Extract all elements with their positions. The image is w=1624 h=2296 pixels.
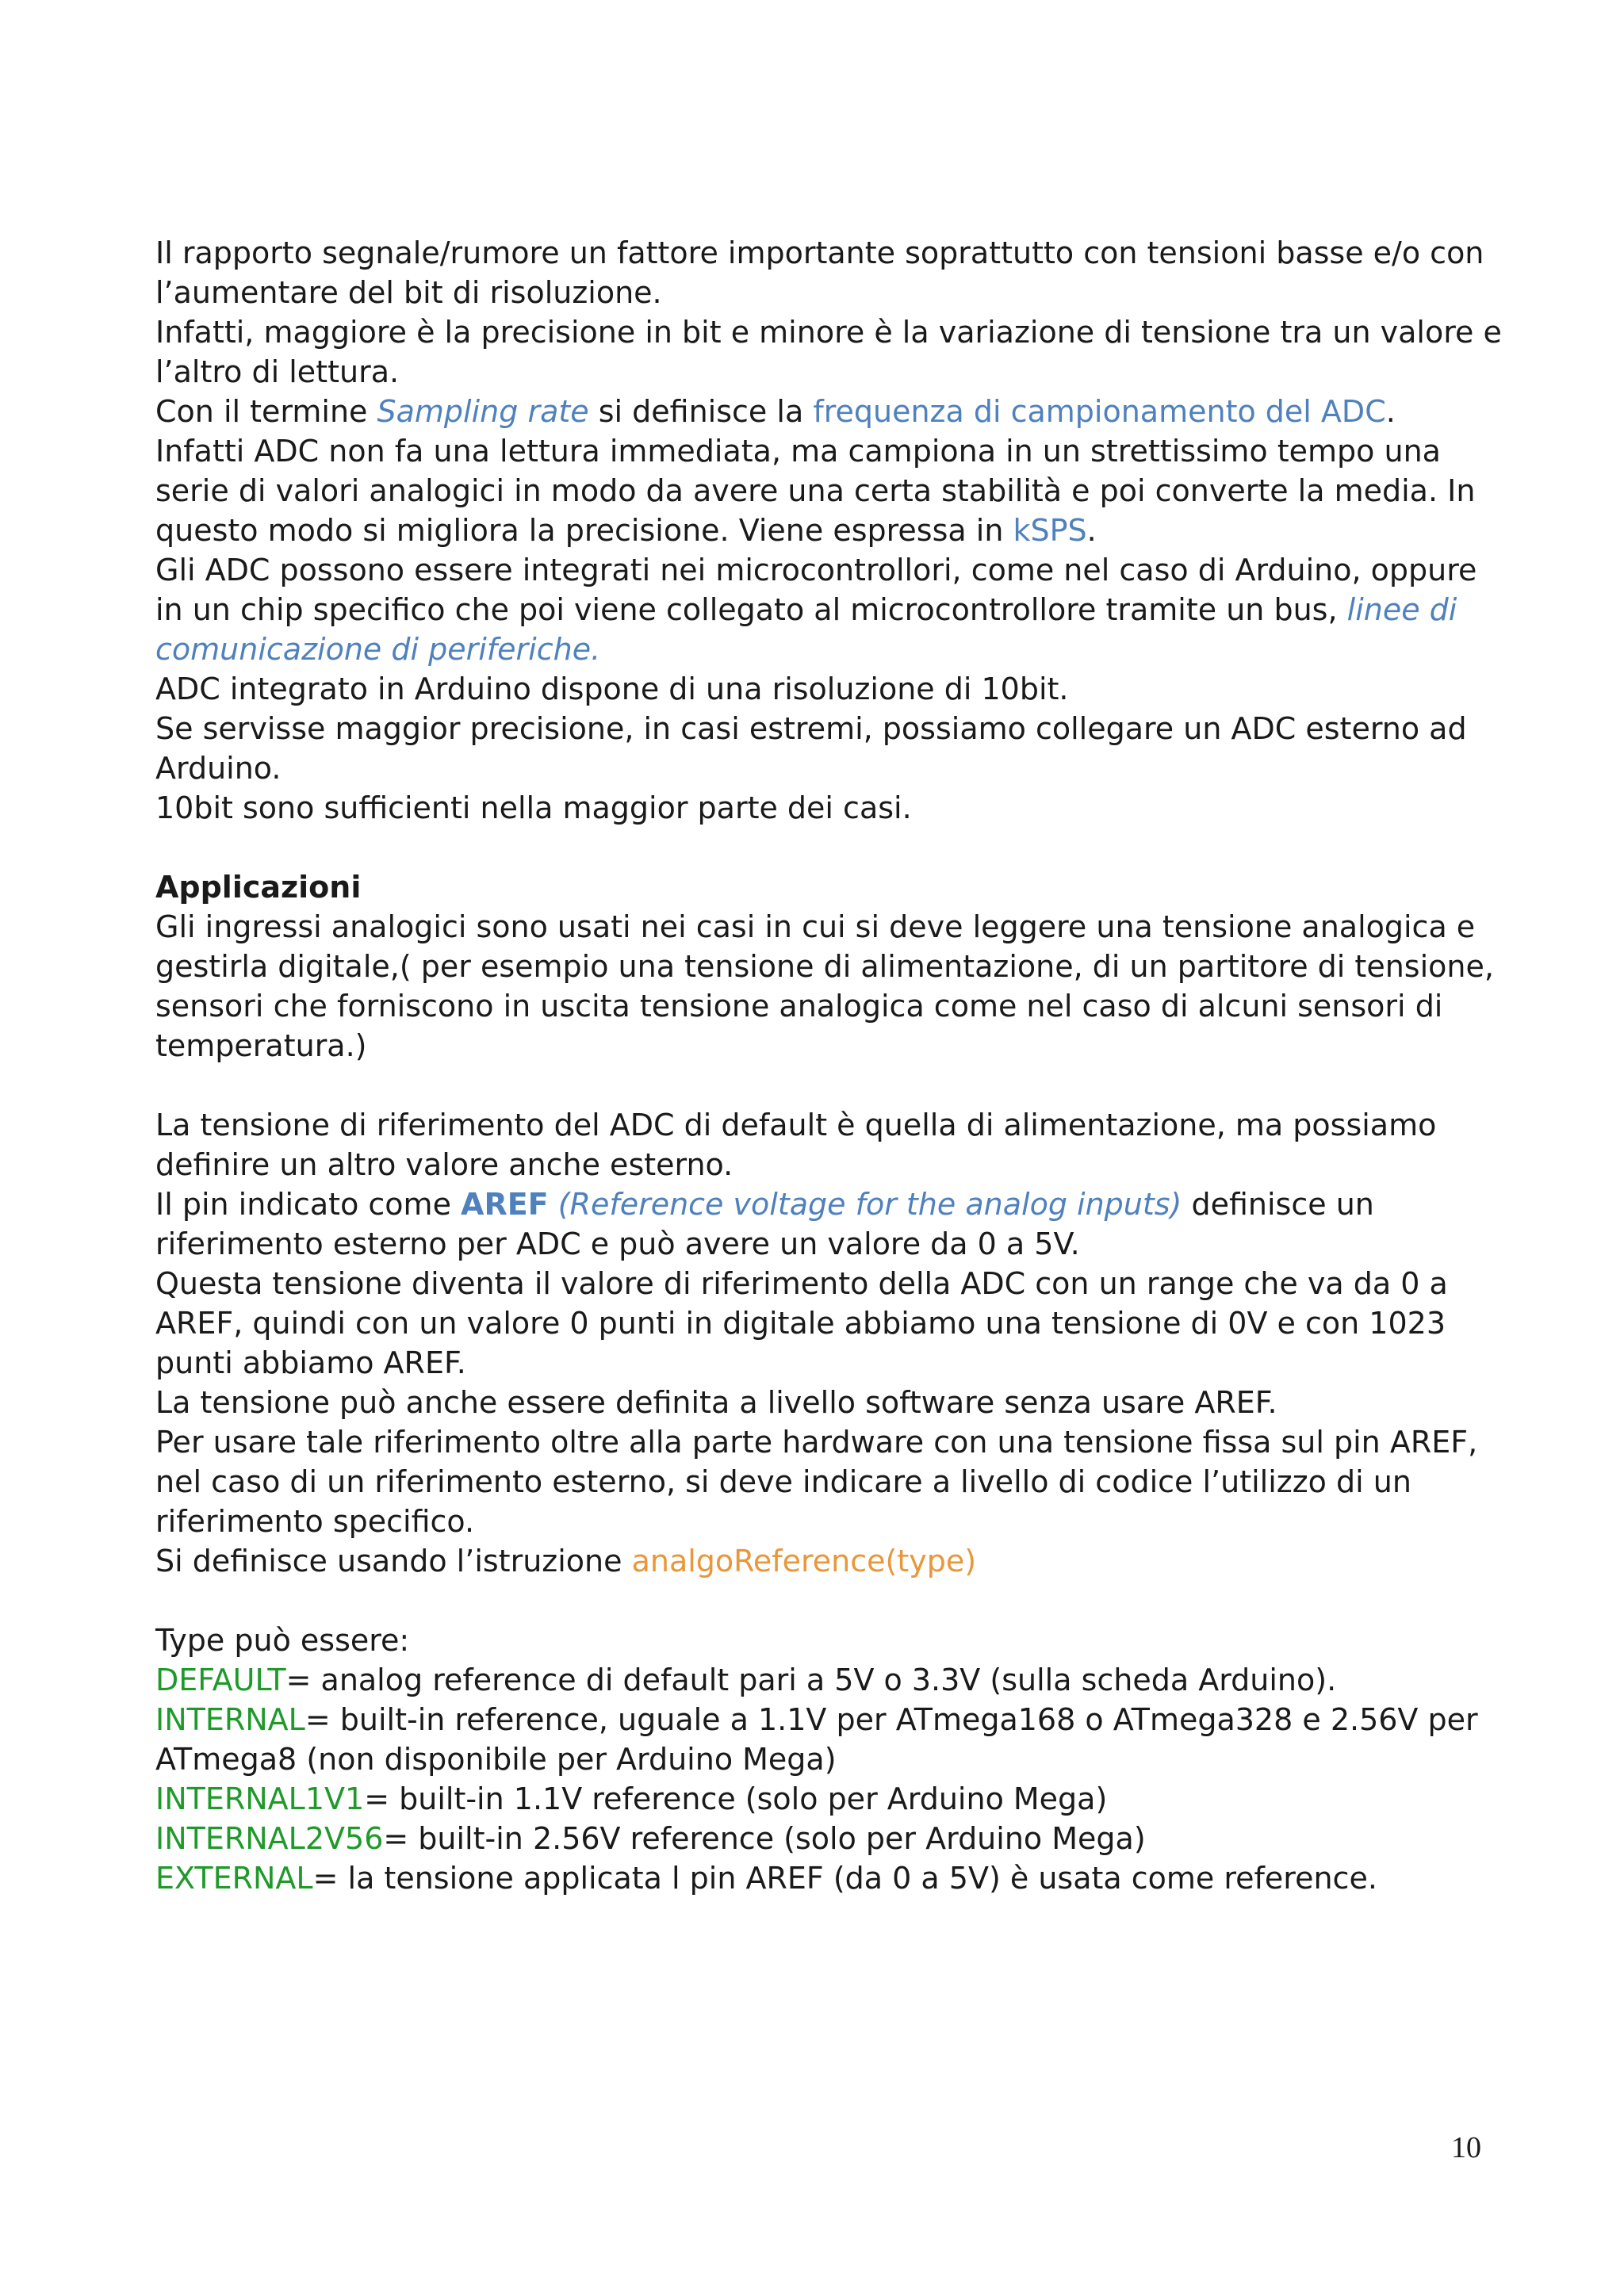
paragraph: ADC integrato in Arduino dispone di una risoluzione di 10bit. (155, 672, 1069, 706)
integration-paragraph (155, 550, 1503, 669)
instruction-code: analgoReference(type) (631, 1544, 977, 1578)
ksps-unit: kSPS (1013, 513, 1087, 548)
sampling-middle: si definisce la (588, 394, 814, 429)
sampling-suffix: . (1385, 394, 1396, 429)
aref-description: (Reference voltage for the analog inputs) (557, 1187, 1182, 1222)
type-name: DEFAULT (155, 1663, 286, 1697)
type-item-external (155, 1858, 1503, 1898)
applications-text: Gli ingressi analogici sono usati nei casi in cui si deve leggere una tensione analogica e gestirla digitale,( per esempio una tensione di alimentazione, di un partitore di tensione, sensori che forniscono in uscita tensione analogica come nel caso di alcuni sensori di temperatura.) (155, 909, 1494, 1063)
applications-heading: Applicazioni (155, 870, 362, 905)
type-name: INTERNAL1V1 (155, 1781, 365, 1816)
spacer (155, 1066, 1503, 1105)
paragraph: Il rapporto segnale/rumore un fattore importante soprattutto con tensioni basse e/o con l’aumentare del bit di risoluzione. (155, 235, 1484, 310)
reference-intro: La tensione di riferimento del ADC di default è quella di alimentazione, ma possiamo definire un altro valore anche esterno. (155, 1108, 1437, 1182)
sampling-rate-term: Sampling rate (377, 394, 589, 429)
spacer (155, 828, 1503, 867)
ksps-suffix: . (1086, 513, 1097, 548)
sampling-paragraph (155, 392, 1503, 431)
paragraph: Se servisse maggior precisione, in casi estremi, possiamo collegare un ADC esterno ad Arduino. (155, 711, 1467, 786)
aref-suffix: definisce un riferimento esterno per ADC e può avere un valore da 0 a 5V. (155, 1187, 1374, 1261)
type-name: INTERNAL (155, 1702, 305, 1737)
instruction-paragraph (155, 1541, 1503, 1581)
type-item-internal (155, 1700, 1503, 1779)
type-item-internal2v56 (155, 1819, 1503, 1858)
type-item-internal1v1 (155, 1779, 1503, 1819)
paragraph: Infatti, maggiore è la precisione in bit e minore è la variazione di tensione tra un valore e l’altro di lettura. (155, 315, 1502, 389)
types-intro: Type può essere: (155, 1623, 410, 1658)
ksps-paragraph (155, 431, 1503, 550)
aref-name: AREF (461, 1187, 549, 1222)
type-name: EXTERNAL (155, 1861, 313, 1896)
integration-text: Gli ADC possono essere integrati nei microcontrollori, come nel caso di Arduino, oppure in un chip specifico che poi viene collegato al microcontrollore tramite un bus, (155, 553, 1477, 627)
type-description: = analog reference di default pari a 5V o 3.3V (sulla scheda Arduino). (285, 1663, 1337, 1697)
sampling-prefix: Con il termine (155, 394, 377, 429)
sampling-definition: frequenza di campionamento del ADC (813, 394, 1386, 429)
paragraph: 10bit sono sufficienti nella maggior parte dei casi. (155, 790, 912, 825)
type-description: = built-in reference, uguale a 1.1V per ATmega168 o ATmega328 e 2.56V per ATmega8 (non disponibile per Arduino Mega) (155, 1702, 1478, 1777)
type-description: = built-in 1.1V reference (solo per Arduino Mega) (364, 1781, 1108, 1816)
type-description: = la tensione applicata l pin AREF (da 0 a 5V) è usata come reference. (312, 1861, 1377, 1896)
page-number: 10 (1451, 2131, 1481, 2164)
integration-link: linee di comunicazione di periferiche. (155, 592, 1457, 667)
type-item-default (155, 1660, 1503, 1700)
type-name: INTERNAL2V56 (155, 1821, 384, 1856)
paragraph: Per usare tale riferimento oltre alla parte hardware con una tensione fissa sul pin AREF, nel caso di un riferimento esterno, si deve indicare a livello di codice l’utilizzo di un riferimento specifico. (155, 1425, 1478, 1539)
type-description: = built-in 2.56V reference (solo per Arduino Mega) (383, 1821, 1146, 1856)
instruction-prefix: Si definisce usando l’istruzione (155, 1544, 632, 1578)
page-body (155, 233, 1503, 1898)
paragraph: La tensione può anche essere definita a livello software senza usare AREF. (155, 1385, 1277, 1420)
aref-paragraph (155, 1184, 1503, 1264)
aref-prefix: Il pin indicato come (155, 1187, 462, 1222)
ksps-text: Infatti ADC non fa una lettura immediata, ma campiona in un strettissimo tempo una serie di valori analogici in modo da avere una certa stabilità e poi converte la media. In questo modo si migliora la precisione. Viene espressa in (155, 434, 1476, 548)
spacer (155, 1581, 1503, 1621)
paragraph: Questa tensione diventa il valore di riferimento della ADC con un range che va da 0 a AREF, quindi con un valore 0 punti in digitale abbiamo una tensione di 0V e con 1023 punti abbiamo AREF. (155, 1266, 1448, 1380)
